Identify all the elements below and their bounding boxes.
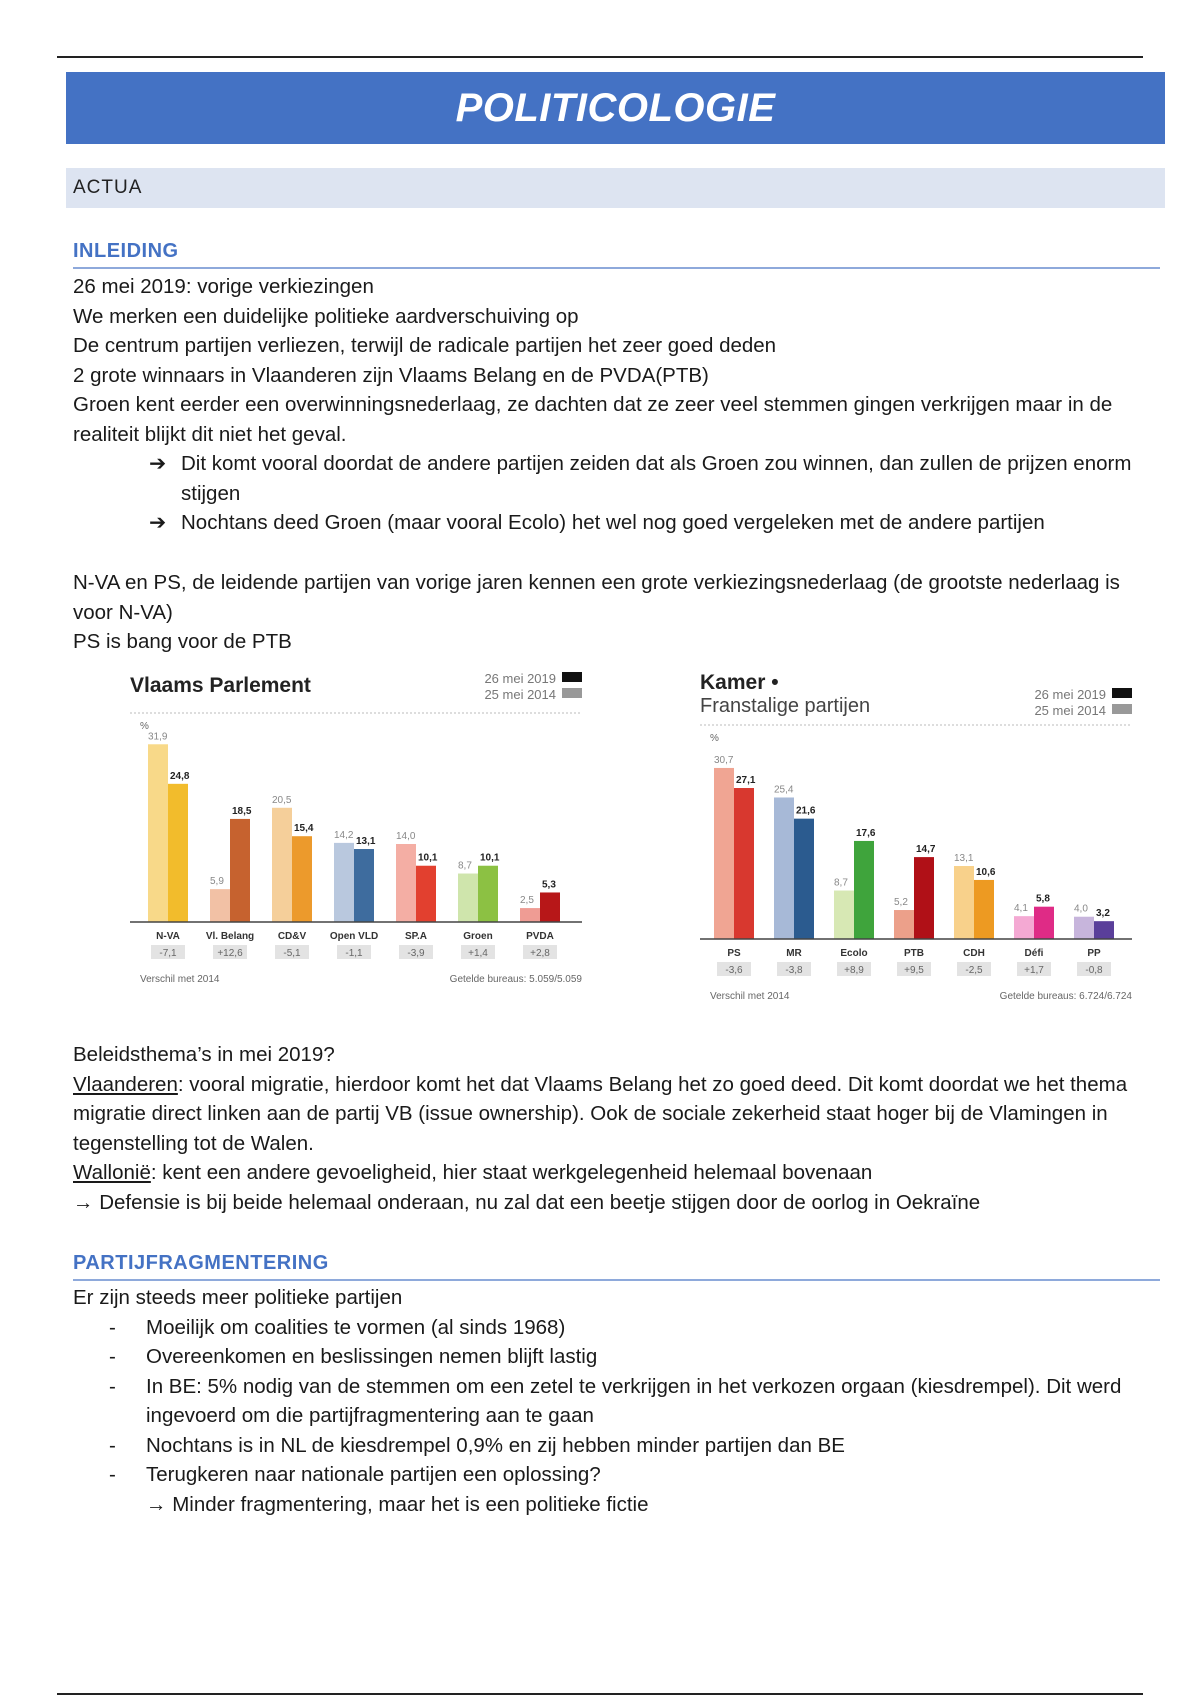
bar-2014: [272, 808, 292, 922]
data-label-2014: 25,4: [774, 784, 794, 796]
data-label-2019: 17,6: [856, 827, 876, 839]
paragraph-line: Beleidsthema’s in mei 2019?: [73, 1043, 335, 1066]
bar-2014: [1074, 917, 1094, 939]
chart-vlaams-parlement: [130, 665, 590, 995]
data-label-2019: 27,1: [736, 775, 756, 787]
category-label: MR: [786, 948, 802, 959]
sub-arrow-line: [73, 1490, 1163, 1520]
defensie-text: Defensie is bij beide helemaal onderaan, nu zal dat een beetje stijgen door de oorlog in Oekraïne: [99, 1190, 981, 1214]
bar-2019: [794, 819, 814, 939]
data-label-2019: 15,4: [294, 823, 314, 835]
category-label: PS: [727, 948, 741, 959]
data-label-2014: 14,2: [334, 829, 354, 841]
paragraph-wallonie: [73, 1158, 1163, 1188]
legend-swatch: [1112, 688, 1132, 698]
category-label: PTB: [904, 948, 924, 959]
diff-label: -3,6: [725, 965, 743, 976]
category-label: N-VA: [156, 931, 180, 942]
legend-swatch: [1112, 704, 1132, 714]
unit-label: %: [140, 721, 149, 732]
diff-label: +12,6: [217, 948, 243, 959]
bar-2019: [416, 866, 436, 922]
chart-kamer-franstalig-svg: [700, 665, 1140, 1005]
legend-swatch: [562, 672, 582, 682]
bar-2014: [458, 874, 478, 922]
bullet-text: Overeenkomen en beslissingen nemen blijft lastig: [146, 1345, 598, 1368]
vlaanderen-label: Vlaanderen: [73, 1072, 178, 1096]
bar-2019: [974, 880, 994, 939]
data-label-2014: 4,1: [1014, 903, 1028, 915]
legend-label: 26 mei 2019: [484, 671, 556, 686]
sub-arrow-text: Minder fragmentering, maar het is een politieke fictie: [172, 1492, 649, 1516]
bar-2019: [734, 788, 754, 939]
data-label-2019: 13,1: [356, 836, 376, 848]
bar-2019: [230, 819, 250, 922]
bullet-text: In BE: 5% nodig van de stemmen om een zetel te verkrijgen in het verkozen orgaan (kiesdrempel). Dit werd ingevoerd om die partijfragmentering aan te gaan: [146, 1374, 1122, 1427]
vlaanderen-text: : vooral migratie, hierdoor komt het dat Vlaams Belang het zo goed deed. Dit komt doordat we het thema migratie direct linken aan de partij VB (issue ownership). Ook de sociale zekerheid staat hoger bij de Vlamingen in tegenstelling tot de Walen.: [73, 1072, 1128, 1155]
document-title-text: POLITICOLOGIE: [455, 85, 776, 130]
dash-icon: -: [109, 1433, 116, 1457]
diff-label: -3,9: [407, 948, 425, 959]
data-label-2014: 13,1: [954, 853, 974, 865]
arrow-bold-icon: ➔: [149, 452, 167, 475]
bar-2019: [914, 857, 934, 939]
data-label-2014: 30,7: [714, 754, 734, 766]
category-label: PVDA: [526, 931, 554, 942]
bar-2019: [354, 849, 374, 922]
data-label-2019: 18,5: [232, 805, 252, 817]
bar-2019: [854, 841, 874, 939]
paragraph-line: N-VA en PS, de leidende partijen van vorige jaren kennen een grote verkiezingsnederlaag (de grootste nederlaag is voor N-VA): [73, 571, 1120, 624]
dash-icon: -: [109, 1374, 116, 1398]
bullet-item: [73, 1313, 1163, 1343]
diff-label: -7,1: [159, 948, 177, 959]
data-label-2019: 10,1: [480, 852, 500, 864]
chart-subtitle: Franstalige partijen: [700, 695, 871, 717]
data-label-2014: 2,5: [520, 895, 534, 907]
arrow-bold-icon: ➔: [149, 511, 167, 534]
inleiding-intro: [73, 272, 1163, 538]
category-label: Ecolo: [840, 948, 868, 959]
bar-2014: [148, 744, 168, 922]
paragraph-defensie: [73, 1188, 1163, 1218]
bullet-item: [73, 1460, 1163, 1490]
chart-title: Vlaams Parlement: [130, 674, 311, 697]
legend-label: 25 mei 2014: [1034, 703, 1106, 718]
paragraph-vlaanderen: [73, 1070, 1163, 1159]
section-heading-partijfragmentering: PARTIJFRAGMENTERING: [73, 1250, 1160, 1281]
data-label-2019: 24,8: [170, 770, 190, 782]
top-rule: [57, 56, 1143, 58]
bullet-text: Moeilijk om coalities te vormen (al sinds 1968): [146, 1315, 566, 1339]
document-subtitle-text: ACTUA: [73, 177, 143, 198]
diff-label: -5,1: [283, 948, 301, 959]
bullet-item: [73, 1342, 1163, 1372]
bar-2014: [210, 889, 230, 922]
bar-2014: [334, 843, 354, 922]
bullet-text: Terugkeren naar nationale partijen een oplossing?: [146, 1463, 601, 1486]
bar-2014: [954, 866, 974, 939]
data-label-2019: 14,7: [916, 844, 936, 856]
section-heading-inleiding: INLEIDING: [73, 238, 1160, 269]
bar-2019: [1094, 921, 1114, 939]
category-label: CD&V: [277, 931, 307, 942]
diff-label: -2,5: [965, 965, 983, 976]
arrow-icon: →: [146, 1492, 167, 1516]
category-label: Vl. Belang: [205, 931, 255, 942]
paragraph-line: Er zijn steeds meer politieke partijen: [73, 1286, 403, 1309]
dash-icon: -: [109, 1345, 116, 1368]
bar-2014: [714, 768, 734, 939]
bullet-item: [73, 1372, 1163, 1431]
paragraph-line: 26 mei 2019: vorige verkiezingen: [73, 275, 374, 298]
arrow-list-item-text: Nochtans deed Groen (maar vooral Ecolo) het wel nog goed vergeleken met de andere partijen: [181, 511, 1045, 534]
diff-label: +2,8: [530, 948, 550, 959]
category-label: CDH: [963, 948, 985, 959]
wallonie-label: Wallonië: [73, 1161, 151, 1184]
bar-2014: [1014, 916, 1034, 939]
document-title: [66, 72, 1165, 144]
diff-label: +8,9: [844, 965, 864, 976]
bar-2019: [478, 866, 498, 922]
diff-label: +1,4: [468, 948, 488, 959]
bar-2014: [834, 891, 854, 939]
arrow-list-item-text: Dit komt vooral doordat de andere partijen zeiden dat als Groen zou winnen, dan zullen de prijzen enorm stijgen: [181, 452, 1132, 505]
data-label-2019: 10,1: [418, 852, 438, 864]
legend-label: 26 mei 2019: [1034, 687, 1106, 702]
dash-icon: -: [109, 1315, 116, 1339]
bullet-text: Nochtans is in NL de kiesdrempel 0,9% en zij hebben minder partijen dan BE: [146, 1433, 845, 1457]
diff-label: +9,5: [904, 965, 924, 976]
beleid-paragraph: [73, 1040, 1163, 1217]
diff-label: -1,1: [345, 948, 363, 959]
paragraph-line: We merken een duidelijke politieke aardverschuiving op: [73, 304, 579, 328]
wallonie-text: : kent een andere gevoeligheid, hier staat werkgelegenheid helemaal bovenaan: [150, 1161, 873, 1184]
category-label: Groen: [463, 931, 493, 942]
data-label-2019: 21,6: [796, 805, 816, 817]
category-label: Open VLD: [329, 931, 379, 942]
bar-2019: [1034, 907, 1054, 939]
data-label-2019: 10,6: [976, 866, 996, 878]
chart-kamer-franstalig: [700, 665, 1140, 1005]
chart-footer-right: Getelde bureaus: 6.724/6.724: [999, 991, 1132, 1002]
paragraph-line: Groen kent eerder een overwinningsnederlaag, ze dachten dat ze zeer veel stemmen gingen verkrijgen maar in de realiteit blijkt dit niet het geval.: [73, 393, 1113, 446]
inleiding-paragraph-2: [73, 568, 1163, 657]
data-label-2014: 5,2: [894, 897, 908, 909]
paragraph-line: 2 grote winnaars in Vlaanderen zijn Vlaams Belang en de PVDA(PTB): [73, 363, 709, 387]
legend-swatch: [562, 688, 582, 698]
data-label-2014: 8,7: [834, 877, 848, 889]
data-label-2014: 5,9: [210, 876, 224, 888]
data-label-2014: 4,0: [1074, 903, 1088, 915]
data-label-2014: 31,9: [148, 731, 168, 743]
data-label-2014: 8,7: [458, 860, 472, 872]
category-label: Défi: [1024, 948, 1044, 959]
document-subtitle: [66, 168, 1165, 208]
paragraph-line: PS is bang voor de PTB: [73, 630, 292, 653]
data-label-2019: 5,8: [1036, 893, 1050, 905]
chart-vlaams-parlement-svg: [130, 665, 590, 995]
chart-footer-left: Verschil met 2014: [710, 991, 790, 1002]
data-label-2014: 14,0: [396, 831, 416, 842]
bar-2019: [292, 836, 312, 922]
arrow-icon: →: [73, 1190, 94, 1214]
bar-2014: [396, 844, 416, 922]
bottom-rule: [57, 1693, 1143, 1695]
bar-2014: [894, 910, 914, 939]
legend-label: 25 mei 2014: [484, 687, 556, 702]
diff-label: +1,7: [1024, 965, 1044, 976]
data-label-2019: 3,2: [1096, 908, 1110, 920]
diff-label: -0,8: [1085, 965, 1103, 976]
bar-2014: [520, 908, 540, 922]
bar-2014: [774, 797, 794, 939]
arrow-list-item: [73, 508, 1163, 538]
data-label-2014: 20,5: [272, 794, 292, 806]
unit-label: %: [710, 733, 719, 744]
bar-2019: [540, 892, 560, 922]
data-label-2019: 5,3: [542, 879, 556, 891]
chart-title: Kamer •: [700, 671, 779, 694]
category-label: PP: [1087, 948, 1101, 959]
chart-footer-left: Verschil met 2014: [140, 974, 220, 985]
chart-footer-right: Getelde bureaus: 5.059/5.059: [449, 974, 582, 985]
dash-icon: -: [109, 1463, 116, 1486]
diff-label: -3,8: [785, 965, 803, 976]
bullet-item: [73, 1431, 1163, 1461]
arrow-list-item: [73, 449, 1163, 508]
paragraph-line: De centrum partijen verliezen, terwijl de radicale partijen het zeer goed deden: [73, 334, 777, 357]
category-label: SP.A: [404, 931, 428, 942]
bar-2019: [168, 784, 188, 922]
partijfragmentering-body: [73, 1283, 1163, 1519]
